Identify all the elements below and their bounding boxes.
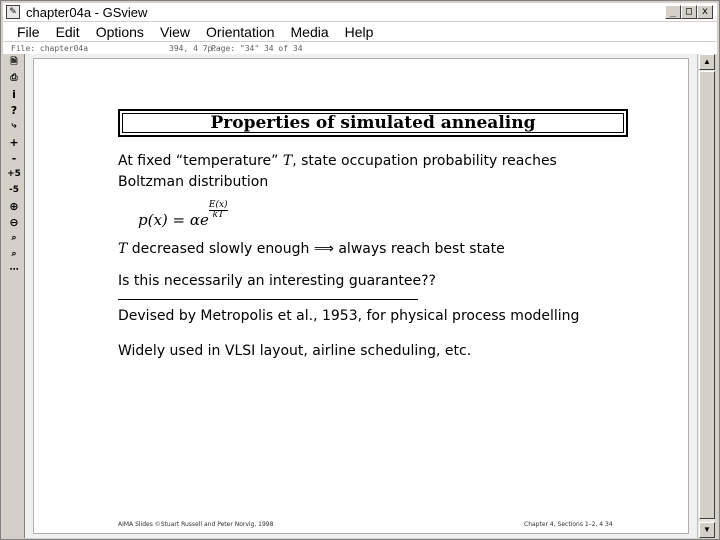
bullet-line-1: [118, 153, 557, 169]
find-next-icon[interactable]: ⌕: [11, 249, 17, 259]
menu-bar: [3, 22, 717, 41]
help-icon[interactable]: ?: [10, 103, 18, 117]
bullet-line-3-b: decreased slowly enough ⟹ always reach best state: [127, 241, 505, 257]
formula-lhs: p(x) = αe: [138, 211, 209, 229]
status-bar: [3, 42, 717, 54]
zoom-in-icon[interactable]: ⊕: [9, 199, 19, 213]
info-icon[interactable]: i: [12, 87, 16, 101]
scroll-thumb[interactable]: [699, 71, 715, 519]
status-file: File: chapter04a: [11, 43, 89, 53]
close-button[interactable]: x: [697, 5, 713, 19]
menu-help[interactable]: Help: [344, 23, 374, 40]
prev-page-icon[interactable]: -: [11, 151, 17, 165]
back-5-icon[interactable]: -5: [9, 185, 19, 195]
minimize-button[interactable]: _: [665, 5, 681, 19]
title-bar: [3, 3, 717, 21]
status-coords: 394, 4 7p:: [169, 43, 218, 53]
bullet-line-1-a: At fixed “temperature”: [118, 153, 283, 169]
goto-page-icon[interactable]: ⤷: [11, 121, 17, 131]
footer-right: Chapter 4, Sections 1–2, 4 34: [524, 521, 613, 528]
formula-exponent: [209, 201, 228, 220]
gsview-icon[interactable]: ✎: [6, 5, 20, 19]
scroll-down-icon[interactable]: ▼: [699, 522, 715, 538]
bullet-line-3-T: T: [118, 241, 128, 257]
zoom-out-icon[interactable]: ⊖: [9, 215, 19, 229]
find-icon[interactable]: ⌕: [11, 233, 17, 243]
slide-title-box: [118, 109, 628, 137]
more-icon[interactable]: ⋯: [9, 265, 19, 275]
vertical-scrollbar[interactable]: [697, 54, 715, 538]
menu-file[interactable]: File: [17, 23, 40, 40]
maximize-button[interactable]: □: [681, 5, 697, 19]
window-title: chapter04a - GSview: [26, 4, 148, 20]
formula-exp-den: kT: [209, 210, 228, 220]
formula-exp-num: E(x): [208, 200, 228, 210]
menu-options[interactable]: Options: [95, 23, 144, 40]
menu-edit[interactable]: Edit: [55, 23, 80, 40]
footer-left: AIMA Slides ©Stuart Russell and Peter Norvig, 1998: [118, 521, 274, 528]
window-controls: [665, 5, 713, 19]
bullet-line-1-T: T: [282, 153, 293, 169]
boltzmann-formula: [138, 200, 228, 229]
bullet-line-4: Is this necessarily an interesting guarantee??: [118, 273, 436, 289]
forward-5-icon[interactable]: +5: [7, 169, 21, 179]
scroll-up-icon[interactable]: ▲: [699, 54, 715, 70]
slide-title: Properties of simulated annealing: [210, 113, 536, 133]
menu-orientation[interactable]: Orientation: [206, 23, 275, 40]
document-area[interactable]: [25, 54, 697, 538]
bullet-line-6: Widely used in VLSI layout, airline scheduling, etc.: [118, 343, 472, 359]
toolbar: [3, 54, 25, 538]
bullet-line-1-b: , state occupation probability reaches: [292, 153, 557, 169]
menu-media[interactable]: Media: [290, 23, 329, 40]
slide-page: [33, 58, 689, 534]
bullet-line-2: Boltzman distribution: [118, 174, 269, 190]
status-page: Page: "34" 34 of 34: [211, 43, 303, 53]
open-file-icon[interactable]: 🗎: [10, 57, 18, 67]
menu-view[interactable]: View: [159, 23, 191, 40]
bullet-line-3: [118, 241, 505, 257]
next-page-icon[interactable]: +: [9, 135, 19, 149]
print-icon[interactable]: ⎙: [10, 73, 18, 83]
divider-rule: [118, 299, 418, 300]
bullet-line-5: Devised by Metropolis et al., 1953, for physical process modelling: [118, 308, 580, 324]
